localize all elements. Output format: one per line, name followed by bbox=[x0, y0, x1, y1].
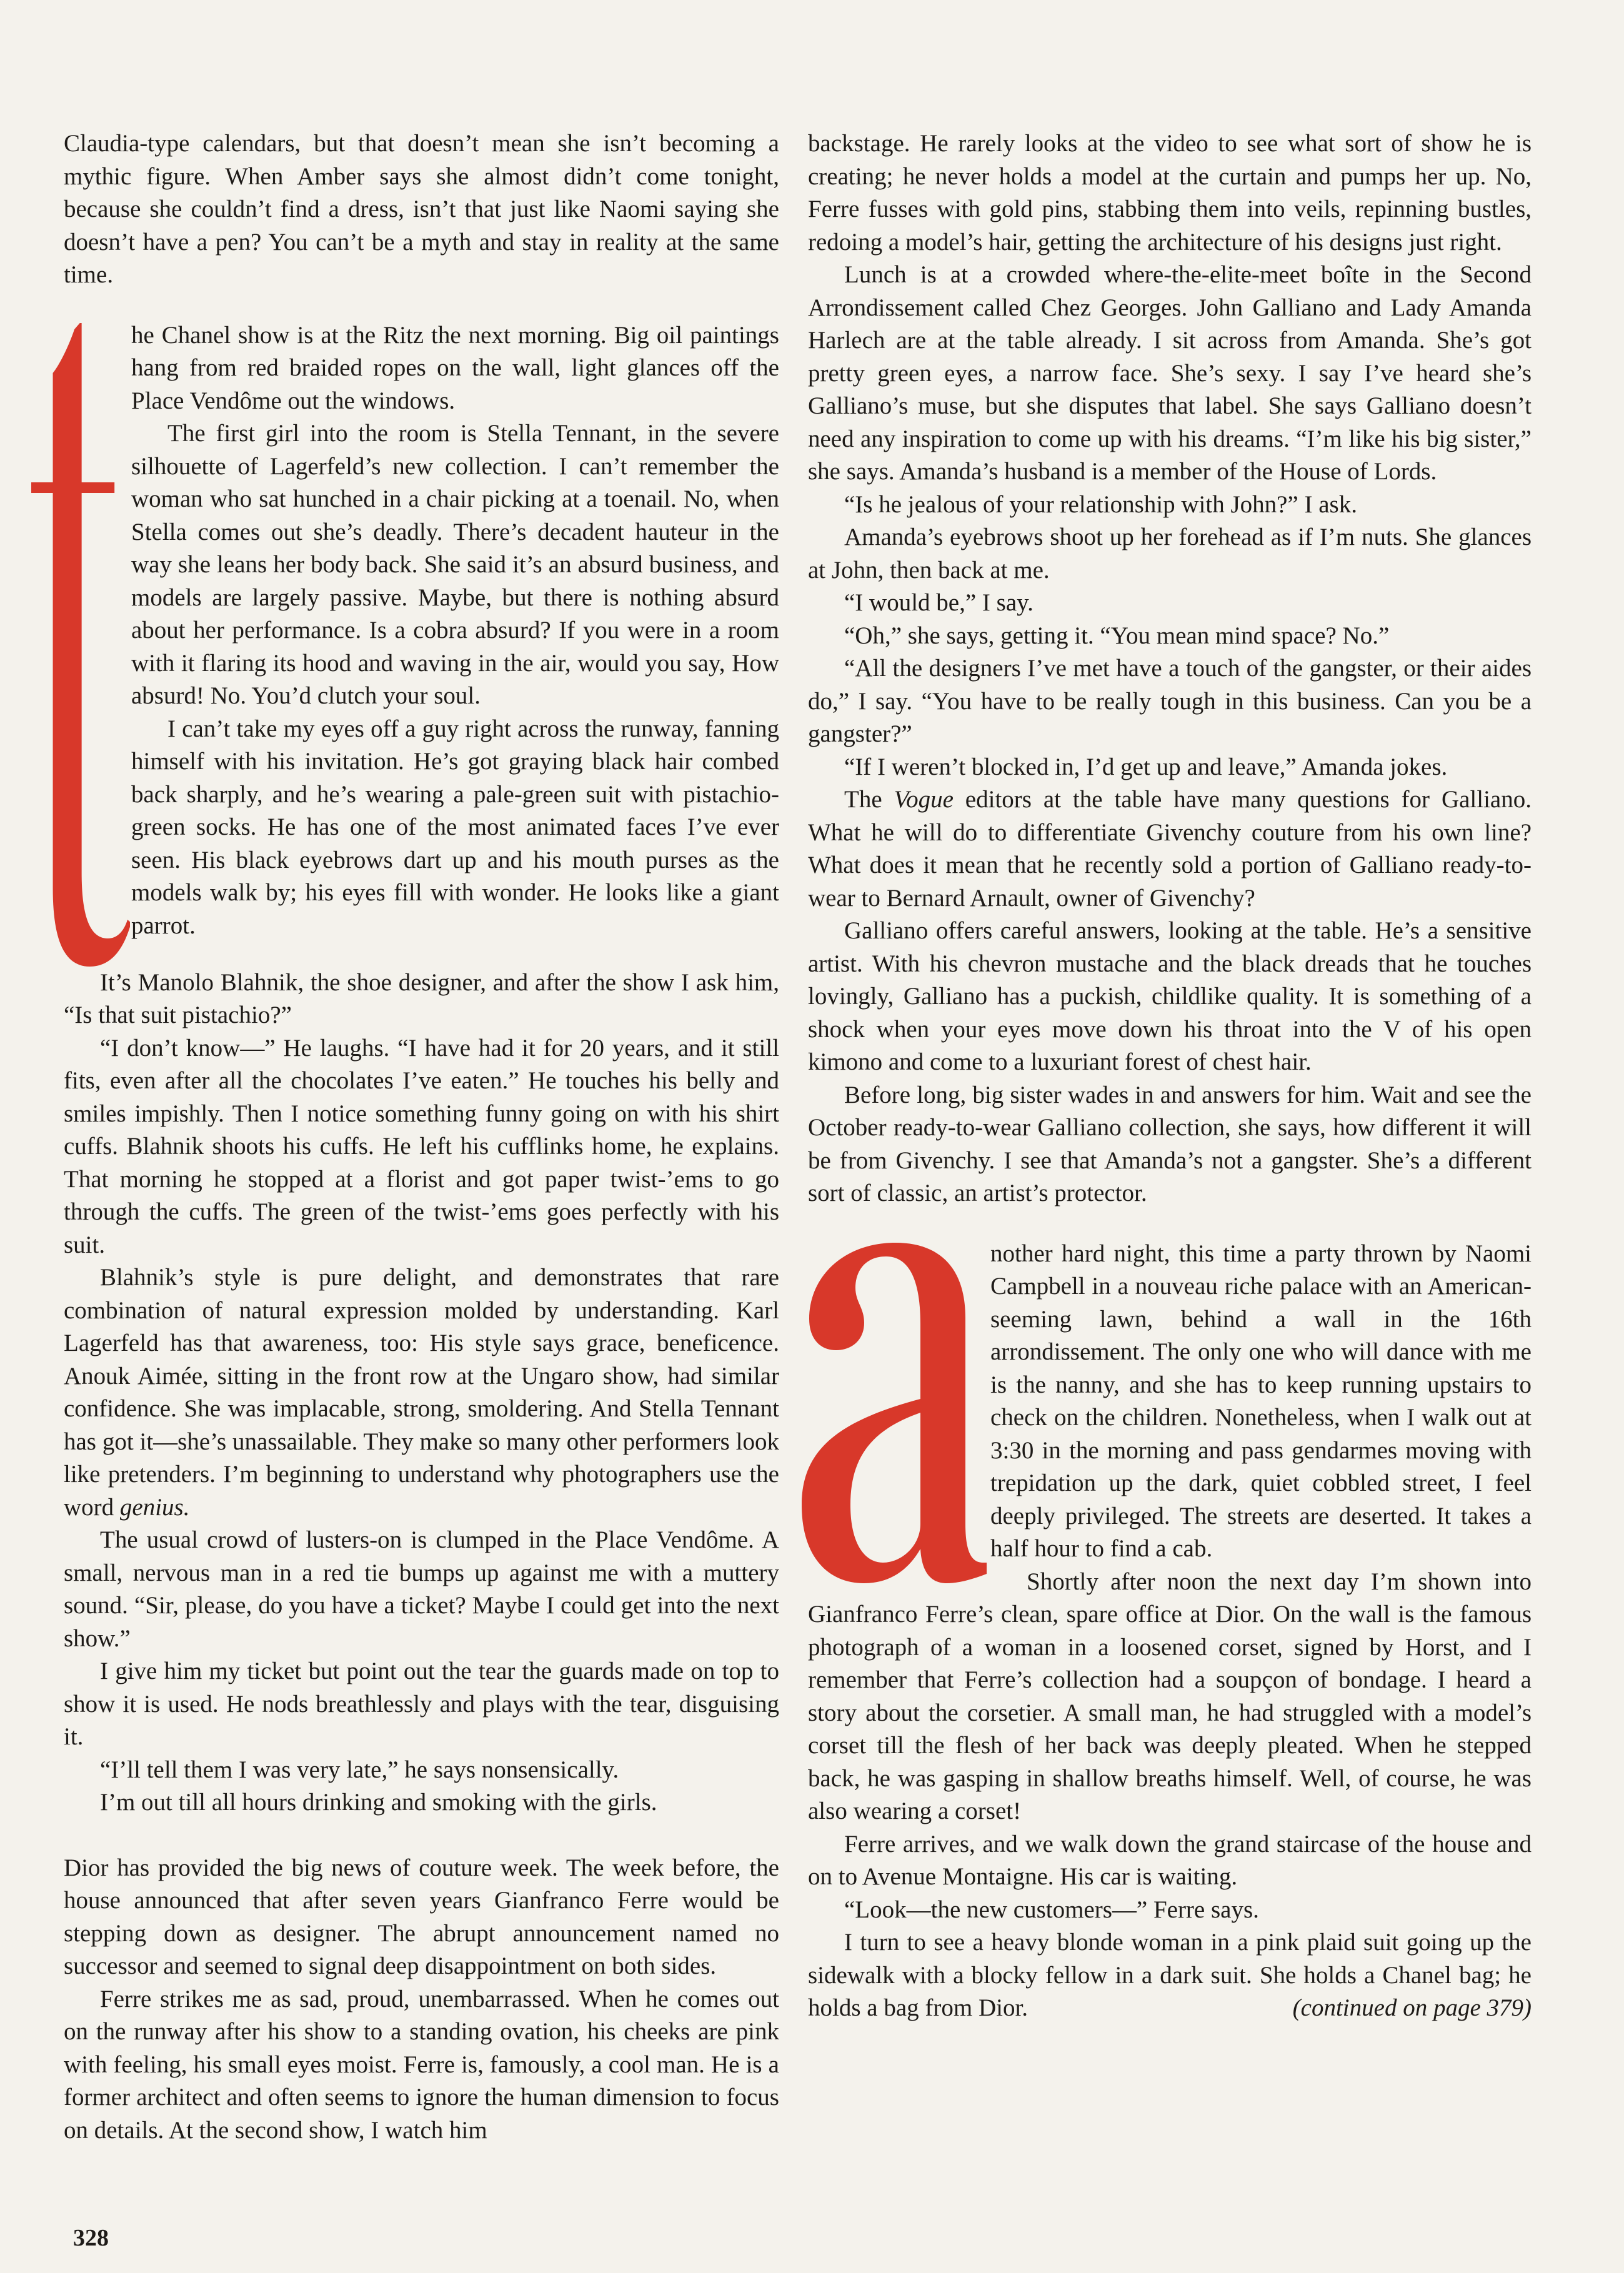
article-paragraph: Blahnik’s style is pure delight, and demonstrates that rare combination of natural expression molded by understanding. Karl Lagerfeld has that awareness, too: His style says grace, beneficence. Anouk Aimée, sitting in the front row at the Ungaro show, had similar confidence. She was implacable, strong, smoldering. And Stella Tennant has got it—she’s unassailable. They make so many other performers look like pretenders. I’m beginning to understand why photographers use the word genius. bbox=[64, 1264, 779, 1521]
article-paragraph: Galliano offers careful answers, looking at the table. He’s a sensitive artist. With his chevron mustache and the black dreads that he touches lovingly, Galliano has a puckish, childlike quality. It is something of a shock when your eyes move down his throat into the V of his open kimono and come to a luxuriant forest of chest hair. bbox=[808, 917, 1532, 1075]
dropcap-t-glyph bbox=[31, 323, 130, 967]
article-paragraph: “Look—the new customers—” Ferre says. bbox=[844, 1896, 1259, 1923]
article-paragraph: I give him my ticket but point out the tear the guards made on top to show it is used. He nods breathlessly and plays with the tear, disguising it. bbox=[64, 1658, 779, 1750]
article-paragraph: “I don’t know—” He laughs. “I have had it for 20 years, and it still fits, even after all the chocolates I’ve eaten.” He touches his belly and smiles impishly. Then I notice something funny going on with his shirt cuffs. Blahnik shoots his cuffs. He left his cufflinks home, he explains. That morning he stopped at a florist and got paper twist-’ems to go through the cuffs. The green of the twist-’ems goes perfectly with his suit. bbox=[64, 1034, 779, 1258]
right-column bbox=[808, 127, 1532, 2025]
article-paragraph: Lunch is at a crowded where-the-elite-meet boîte in the Second Arrondissement called Chez Georges. John Galliano and Lady Amanda Harlech are at the table already. I sit across from Amanda. She’s got pretty green eyes, a narrow face. She’s sexy. I say I’ve heard she’s Galliano’s muse, but she disputes that label. She says Galliano doesn’t need any inspiration to come up with his dreams. “I’m like his big sister,” she says. Amanda’s husband is a member of the House of Lords. bbox=[808, 261, 1532, 485]
article-paragraph: “Oh,” she says, getting it. “You mean mind space? No.” bbox=[844, 622, 1390, 649]
article-paragraph: he Chanel show is at the Ritz the next morning. Big oil paintings hang from red braided ropes on the wall, light glances off the Place Vendôme out the windows. bbox=[131, 321, 779, 414]
chanel-section bbox=[64, 319, 779, 943]
article-paragraph: “All the designers I’ve met have a touch of the gangster, or their aides do,” I say. “You have to be really tough in this business. Can you be a gangster?” bbox=[808, 655, 1532, 747]
article-paragraph: It’s Manolo Blahnik, the shoe designer, and after the show I ask him, “Is that suit pistachio?” bbox=[64, 968, 779, 1028]
dropcap-t bbox=[31, 323, 130, 967]
article-paragraph: Before long, big sister wades in and answers for him. Wait and see the October ready-to-wear Galliano collection, she says, how different it will be from Givenchy. I see that Amanda’s not a gangster. She’s a different sort of classic, an artist’s protector. bbox=[808, 1081, 1532, 1206]
article-paragraph: The first girl into the room is Stella Tennant, in the severe silhouette of Lagerfeld’s new collection. I can’t remember the woman who sat hunched in a chair picking at a toenail. No, when Stella comes out she’s deadly. There’s decadent hauteur in the way she leans her body back. She said it’s an absurd business, and models are largely passive. Maybe, but there is nothing absurd about her performance. Is a cobra absurd? If you were in a room with it flaring its hood and waving in the air, would you say, How absurd! No. You’d clutch your soul. bbox=[131, 420, 779, 709]
dropcap-a-glyph bbox=[802, 1243, 987, 1583]
article-paragraph: Ferre arrives, and we walk down the grand staircase of the house and on to Avenue Montaigne. His car is waiting. bbox=[808, 1830, 1532, 1890]
article-paragraph: “I’ll tell them I was very late,” he says nonsensically. bbox=[100, 1756, 619, 1783]
continued-note: (continued on page 379) bbox=[1292, 1994, 1532, 2021]
article-paragraph: The usual crowd of lusters-on is clumped in the Place Vendôme. A small, nervous man in a red tie bumps up against me with a muttery sound. “Sir, please, do you have a ticket? Maybe I could get into the next show.” bbox=[64, 1526, 779, 1652]
article-paragraph: Dior has provided the big news of couture week. The week before, the house announced that after seven years Gianfranco Ferre would be stepping down as designer. The abrupt announcement named no successor and seemed to signal deep disappointment on both sides. bbox=[64, 1854, 779, 1979]
article-paragraph: I turn to see a heavy blonde woman in a pink plaid suit going up the sidewalk with a blocky fellow in a dark suit. She holds a Chanel bag; he holds a bag from Dior. (continued on page 379) bbox=[808, 1926, 1532, 2025]
article-paragraph: Shortly after noon the next day I’m shown into Gianfranco Ferre’s clean, spare office at Dior. On the wall is the famous photograph of a woman in a loosened corset, signed by Horst, and I remember that Ferre’s collection had a soupçon of bondage. I heard a story about the corsetier. A small man, he had struggled with a model’s corset till the flesh of her back was deeply pleated. When he stepped back, he was gasping in shallow breaths himself. Well, of course, he was also wearing a corset! bbox=[808, 1568, 1532, 1824]
article-paragraph: nother hard night, this time a party thrown by Naomi Campbell in a nouveau riche palace with an American-seeming lawn, behind a wall in the 16th arrondissement. The only one who will dance with me is the nanny, and she has to keep running upstairs to check on the children. Nonetheless, when I walk out at 3:30 in the morning and pass gendarmes moving with trepidation up the dark, quiet cobbled street, I feel deeply privileged. The streets are deserted. It takes a half hour to find a cab. bbox=[990, 1240, 1532, 1562]
article-paragraph: I can’t take my eyes off a guy right across the runway, fanning himself with his invitation. He’s got graying black hair combed back sharply, and he’s wearing a pale-green suit with pistachio-green socks. He has one of the most animated faces I’ve ever seen. His black eyebrows dart up and his mouth purses as the models walk by; his eyes fill with wonder. He looks like a giant parrot. bbox=[131, 715, 779, 939]
article-paragraph: The Vogue editors at the table have many questions for Galliano. What he will do to differentiate Givenchy couture from his own line? What does it mean that he recently sold a portion of Galliano ready-to-wear to Bernard Arnault, owner of Givenchy? bbox=[808, 786, 1532, 912]
article-paragraph: “Is he jealous of your relationship with John?” I ask. bbox=[844, 490, 1357, 518]
naomi-section bbox=[808, 1238, 1532, 1828]
article-paragraph: “I would be,” I say. bbox=[844, 589, 1034, 616]
page-number: 328 bbox=[73, 2225, 109, 2251]
article-paragraph: Claudia-type calendars, but that doesn’t mean she isn’t becoming a mythic figure. When Amber says she almost didn’t come tonight, because she couldn’t find a dress, isn’t that just like Naomi saying she doesn’t have a pen? You can’t be a myth and stay in reality at the same time. bbox=[64, 130, 779, 288]
article-paragraph: I’m out till all hours drinking and smoking with the girls. bbox=[100, 1789, 657, 1816]
article-paragraph: Amanda’s eyebrows shoot up her forehead as if I’m nuts. She glances at John, then back at me. bbox=[808, 524, 1532, 584]
emphasis: genius. bbox=[119, 1493, 190, 1521]
article-paragraph: backstage. He rarely looks at the video to see what sort of show he is creating; he never holds a model at the curtain and pumps her up. No, Ferre fusses with gold pins, stabbing them into veils, repinning bustles, redoing a model’s hair, getting the architecture of his designs just right. bbox=[808, 130, 1532, 256]
magazine-name: Vogue bbox=[894, 786, 954, 813]
article-paragraph: Ferre strikes me as sad, proud, unembarrassed. When he comes out on the runway after his show to a standing ovation, his cheeks are pink with feeling, his small eyes moist. Ferre is, famously, a cool man. He is a former architect and often seems to ignore the human dimension to focus on details. At the second show, I watch him bbox=[64, 1985, 779, 2144]
dropcap-a bbox=[802, 1243, 987, 1583]
article-paragraph: “If I weren’t blocked in, I’d get up and leave,” Amanda jokes. bbox=[844, 753, 1448, 780]
left-column bbox=[64, 127, 779, 2147]
